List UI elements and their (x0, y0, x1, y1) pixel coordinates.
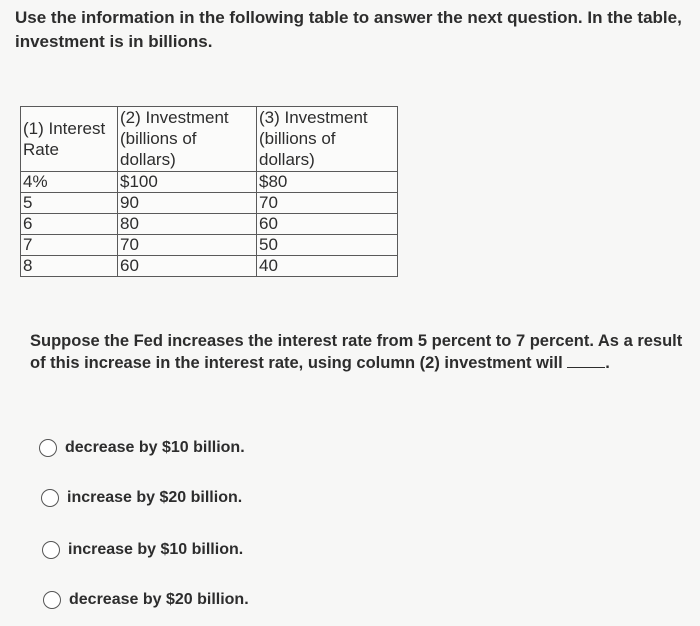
table-cell: 4% (21, 172, 118, 193)
instructions-text: Use the information in the following table to answer the next question. In the table, investment is in billions. (15, 8, 682, 51)
table-cell: 6 (21, 214, 118, 235)
answer-option-label: increase by $10 billion. (68, 541, 244, 558)
table-row (21, 172, 398, 193)
table-cell: 8 (21, 256, 118, 277)
table-header-row (21, 107, 398, 172)
table-cell: 80 (118, 214, 257, 235)
header-investment-col2: (2) Investment (billions of dollars) (118, 107, 257, 172)
table-row (21, 256, 398, 277)
table-cell: 60 (257, 214, 398, 235)
question-text (30, 330, 695, 374)
table-cell: 90 (118, 193, 257, 214)
answer-option-3[interactable] (42, 541, 243, 559)
radio-button-icon[interactable] (39, 439, 57, 457)
answer-option-4[interactable] (43, 591, 249, 609)
table-cell: 40 (257, 256, 398, 277)
table-row (21, 235, 398, 256)
table-cell: 70 (257, 193, 398, 214)
radio-button-icon[interactable] (43, 591, 61, 609)
radio-button-icon[interactable] (42, 541, 60, 559)
table-cell: $100 (118, 172, 257, 193)
answer-option-label: decrease by $10 billion. (65, 439, 245, 456)
answer-option-label: decrease by $20 billion. (69, 591, 249, 608)
investment-table (20, 106, 398, 277)
table-cell: 7 (21, 235, 118, 256)
table-cell: $80 (257, 172, 398, 193)
answer-option-label: increase by $20 billion. (67, 489, 243, 506)
header-interest-rate: (1) Interest Rate (21, 107, 118, 172)
table-cell: 5 (21, 193, 118, 214)
header-investment-col3: (3) Investment (billions of dollars) (257, 107, 398, 172)
table-row (21, 214, 398, 235)
table-cell: 70 (118, 235, 257, 256)
radio-button-icon[interactable] (41, 489, 59, 507)
table-cell: 50 (257, 235, 398, 256)
question-end: . (605, 354, 610, 372)
answer-blank (567, 353, 605, 368)
table-cell: 60 (118, 256, 257, 277)
answer-option-1[interactable] (39, 439, 245, 457)
question-body: Suppose the Fed increases the interest rate from 5 percent to 7 percent. As a result of this increase in the interest rate, using column (2) investment will (30, 332, 683, 372)
answer-option-2[interactable] (41, 489, 242, 507)
table-row (21, 193, 398, 214)
